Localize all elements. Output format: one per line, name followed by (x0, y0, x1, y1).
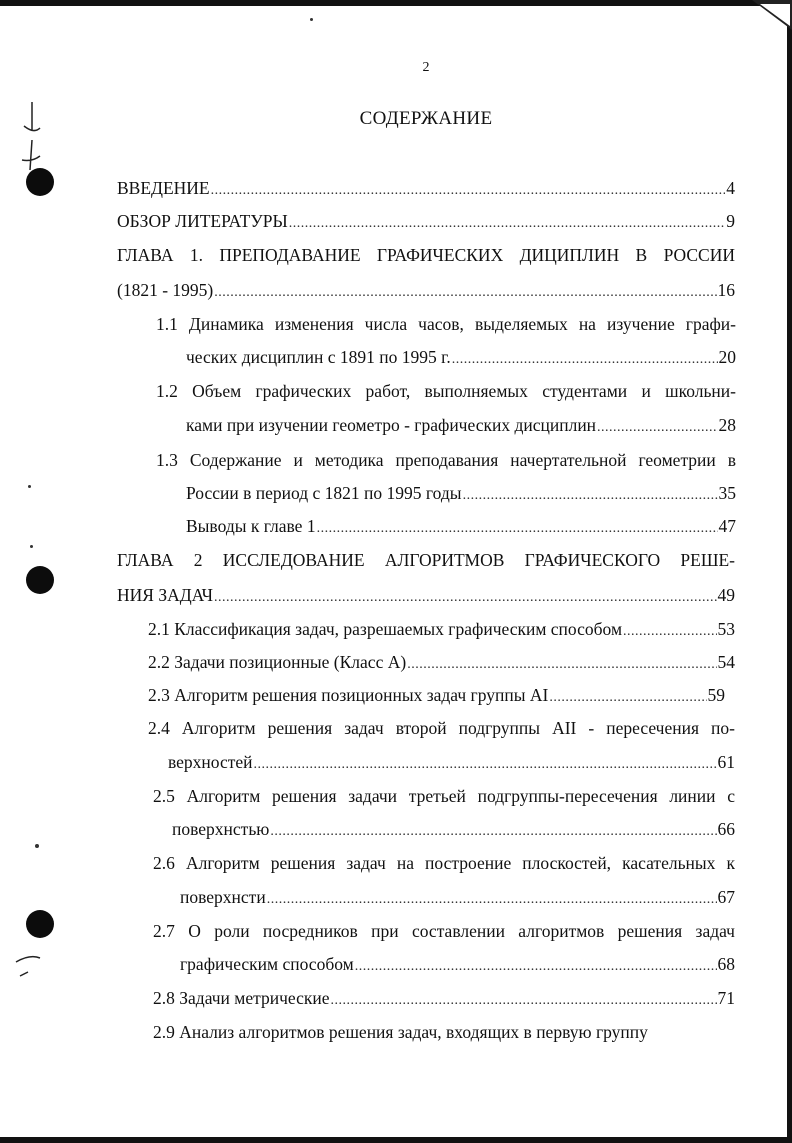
toc-label: 2.3 Алгоритм решения позиционных задач группы AI (148, 685, 549, 705)
toc-label: поверхнстью (172, 819, 270, 839)
toc-entry-section-2-8[interactable] (153, 987, 735, 1012)
toc-label: поверхнсти (180, 887, 266, 907)
dot-leader (623, 621, 716, 643)
dot-leader (289, 213, 725, 235)
toc-page: 9 (726, 211, 735, 231)
punch-hole (26, 910, 54, 938)
speck (35, 844, 39, 848)
toc-section-2-7-title[interactable]: 2.7 О роли посредников при составлении алгоритмов решения задач (153, 921, 735, 941)
toc-page: 28 (718, 415, 736, 435)
page-number: 2 (422, 60, 430, 75)
toc-page: 20 (718, 347, 736, 367)
dot-leader (407, 654, 716, 676)
punch-hole (26, 566, 54, 594)
toc-label: ВВЕДЕНИЕ (117, 178, 210, 198)
toc-entry-literature[interactable] (117, 210, 735, 235)
toc-entry-section-2-2[interactable] (148, 651, 735, 676)
toc-entry-section-1-2[interactable] (186, 414, 736, 439)
toc-label: графическим способом (180, 954, 354, 974)
dot-leader (267, 889, 717, 911)
dot-leader (211, 180, 726, 202)
toc-label: 2.1 Классификация задач, разрешаемых графическим способом (148, 619, 623, 639)
toc-page: 67 (717, 887, 735, 907)
dot-leader (254, 754, 717, 776)
toc-page: 53 (717, 619, 735, 639)
speck (310, 18, 313, 21)
speck (30, 545, 33, 548)
toc-page: 47 (718, 516, 736, 536)
toc-label: НИЯ ЗАДАЧ (117, 585, 214, 605)
toc-section-2-5-title[interactable]: 2.5 Алгоритм решения задачи третьей подгруппы-пересечения линии с (153, 786, 735, 806)
dot-leader (214, 587, 716, 609)
toc-entry-introduction[interactable] (117, 177, 735, 202)
toc-entry-section-2-7[interactable] (180, 953, 735, 978)
toc-page: 59 (707, 685, 725, 705)
toc-entry-section-2-5[interactable] (172, 818, 735, 843)
toc-page: 61 (717, 752, 735, 772)
toc-label: верхностей (168, 752, 253, 772)
toc-label: ОБЗОР ЛИТЕРАТУРЫ (117, 211, 288, 231)
toc-label: России в период с 1821 по 1995 годы (186, 483, 462, 503)
toc-entry-chapter2[interactable] (117, 584, 735, 609)
toc-page: 16 (717, 280, 735, 300)
dot-leader (214, 282, 716, 304)
toc-section-2-4-title[interactable]: 2.4 Алгоритм решения задач второй подгруппы AII - пересечения по- (148, 718, 735, 738)
toc-entry-section-2-4[interactable] (168, 751, 735, 776)
toc-entry-section-2-6[interactable] (180, 886, 735, 911)
speck (28, 485, 31, 488)
toc-label: ками при изучении геометро - графических дисциплин (186, 415, 597, 435)
toc-label: 2.2 Задачи позиционные (Класс А) (148, 652, 407, 672)
scan-edge-bottom (0, 1137, 792, 1143)
toc-entry-chapter1[interactable] (117, 279, 735, 304)
dot-leader (463, 485, 718, 507)
toc-chapter2-title[interactable]: ГЛАВА 2 ИССЛЕДОВАНИЕ АЛГОРИТМОВ ГРАФИЧЕСКОГО РЕШЕ- (117, 550, 735, 570)
toc-label: 2.8 Задачи метрические (153, 988, 330, 1008)
toc-entry-section-2-3[interactable] (148, 684, 725, 709)
toc-entry-section-1-3[interactable] (186, 482, 736, 507)
dot-leader (355, 956, 717, 978)
toc-section-1-3-title[interactable]: 1.3 Содержание и методика преподавания начертательной геометрии в (156, 450, 736, 470)
corner-fold (752, 0, 792, 30)
toc-section-2-6-title[interactable]: 2.6 Алгоритм решения задач на построение плоскостей, касательных к (153, 853, 735, 873)
toc-page: 54 (717, 652, 735, 672)
scan-edge-right (787, 0, 792, 1143)
dot-leader (270, 821, 716, 843)
toc-page: 66 (717, 819, 735, 839)
dot-leader (452, 349, 718, 371)
toc-page: 4 (726, 178, 735, 198)
toc-chapter1-title[interactable]: ГЛАВА 1. ПРЕПОДАВАНИЕ ГРАФИЧЕСКИХ ДИЦИПЛИН В РОССИИ (117, 245, 735, 265)
dot-leader (597, 417, 717, 439)
toc-page: 71 (717, 988, 735, 1008)
toc-entry-section-1-1[interactable] (186, 346, 736, 371)
margin-scribble (10, 946, 50, 986)
scan-edge-top (0, 0, 792, 6)
dot-leader (549, 687, 706, 709)
toc-entry-chapter1-conclusions[interactable] (186, 515, 736, 540)
dot-leader (317, 518, 718, 540)
toc-page: 49 (717, 585, 735, 605)
toc-entry-section-2-1[interactable] (148, 618, 735, 643)
toc-section-2-9-title[interactable]: 2.9 Анализ алгоритмов решения задач, входящих в первую группу (153, 1022, 648, 1042)
toc-page: 35 (718, 483, 736, 503)
toc-label: (1821 - 1995) (117, 280, 214, 300)
toc-page: 68 (717, 954, 735, 974)
dot-leader (331, 990, 717, 1012)
page-title: СОДЕРЖАНИЕ (359, 108, 493, 129)
toc-section-1-2-title[interactable]: 1.2 Объем графических работ, выполняемых студентами и школьни- (156, 381, 736, 401)
toc-section-1-1-title[interactable]: 1.1 Динамика изменения числа часов, выделяемых на изучение графи- (156, 314, 736, 334)
toc-label: ческих дисциплин с 1891 по 1995 г. (186, 347, 451, 367)
toc-label: Выводы к главе 1 (186, 516, 316, 536)
